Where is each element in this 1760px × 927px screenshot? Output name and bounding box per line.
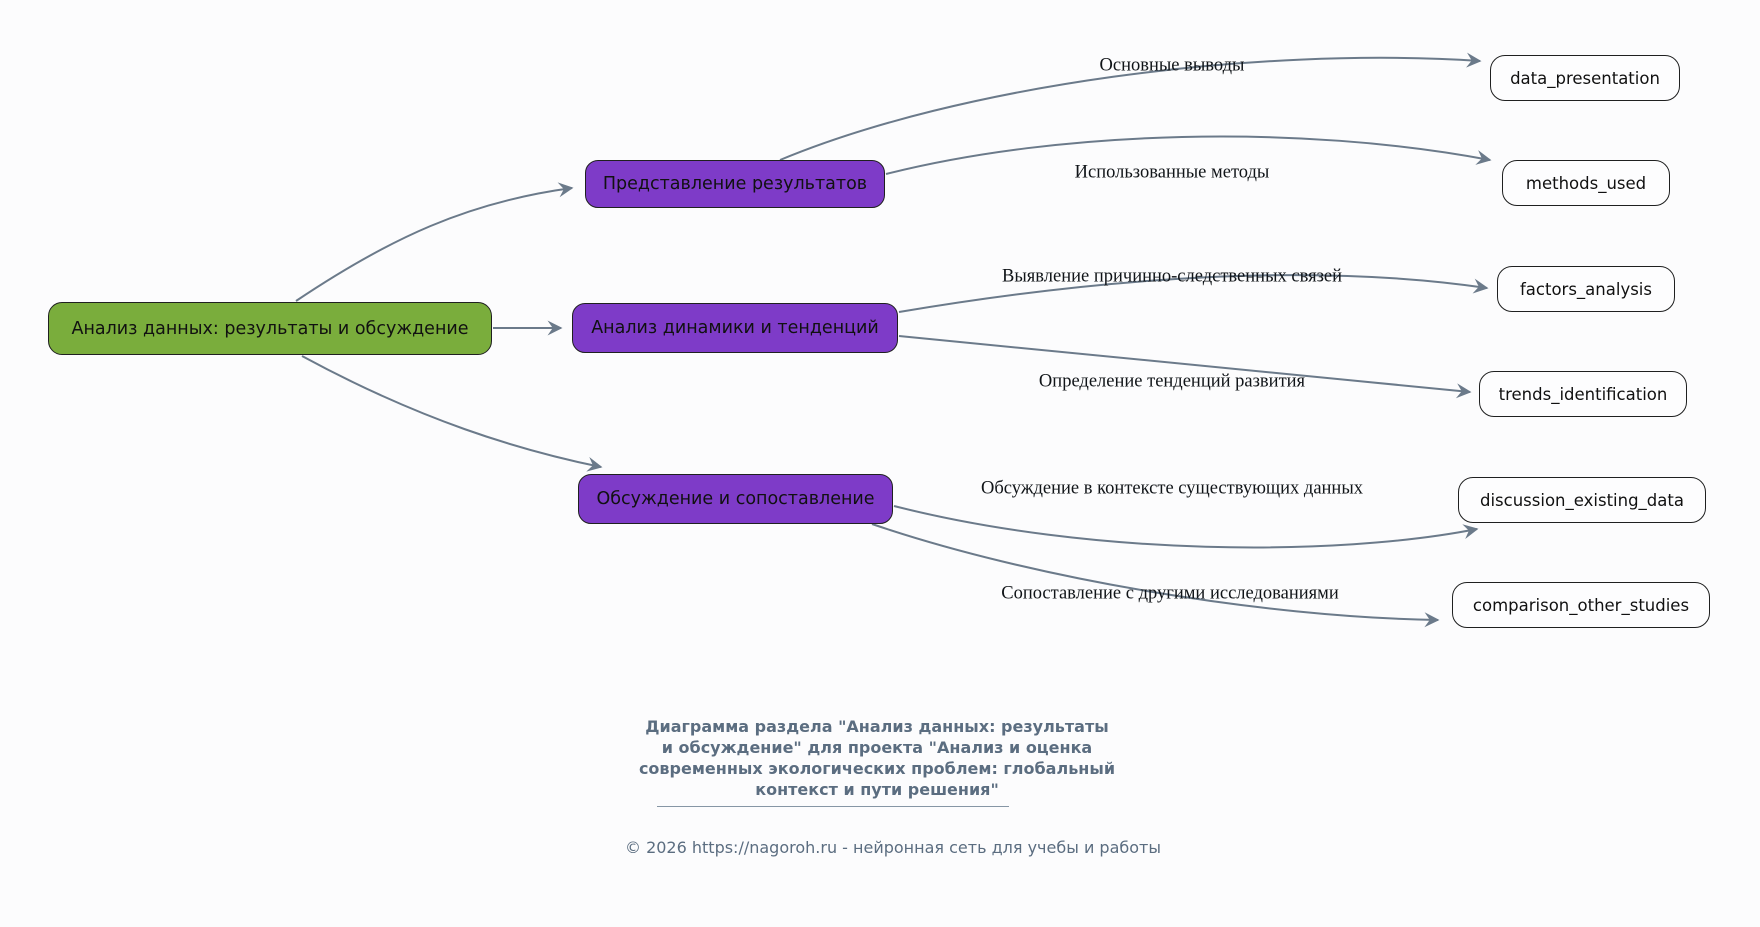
- leaf-node-factors-analysis: factors_analysis: [1497, 266, 1675, 312]
- leaf-node-methods-used: methods_used: [1502, 160, 1670, 206]
- edge-label-methods-used: Использованные методы: [1074, 162, 1270, 183]
- root-node: Анализ данных: результаты и обсуждение: [48, 302, 492, 355]
- edge-branch3-to-leaf5: [894, 506, 1477, 547]
- edge-label-causal-links: Выявление причинно-следственных связей: [1001, 266, 1343, 287]
- leaf-node-discussion-existing-data: discussion_existing_data: [1458, 477, 1706, 523]
- edge-label-trends-development: Определение тенденций развития: [1038, 371, 1306, 392]
- edge-branch3-to-leaf6: [872, 524, 1438, 620]
- leaf-node-trends-identification: trends_identification: [1479, 371, 1687, 417]
- edge-label-context-existing-data: Обсуждение в контексте существующих данных: [980, 478, 1364, 499]
- branch-node-dynamics: Анализ динамики и тенденций: [572, 303, 898, 353]
- branch-node-discussion: Обсуждение и сопоставление: [578, 474, 893, 524]
- copyright-text: © 2026 https://nagoroh.ru - нейронная сеть для учебы и работы: [624, 838, 1161, 857]
- edge-root-to-branch3: [302, 356, 601, 467]
- leaf-node-data-presentation: data_presentation: [1490, 55, 1680, 101]
- edge-label-main-conclusions: Основные выводы: [1099, 55, 1245, 76]
- caption-line: контекст и пути решения": [755, 780, 999, 799]
- leaf-node-comparison-other-studies: comparison_other_studies: [1452, 582, 1710, 628]
- branch-node-presentation: Представление результатов: [585, 160, 885, 208]
- edge-label-comparison-studies: Сопоставление с другими исследованиями: [1001, 583, 1339, 604]
- footer-divider: [657, 806, 1009, 807]
- edge-root-to-branch1: [296, 188, 572, 301]
- caption-line: современных экологических проблем: глобальный: [638, 759, 1116, 778]
- diagram-caption: [597, 716, 1157, 800]
- caption-line: Диаграмма раздела "Анализ данных: результаты: [645, 717, 1109, 736]
- caption-line: и обсуждение" для проекта "Анализ и оценка: [661, 738, 1093, 757]
